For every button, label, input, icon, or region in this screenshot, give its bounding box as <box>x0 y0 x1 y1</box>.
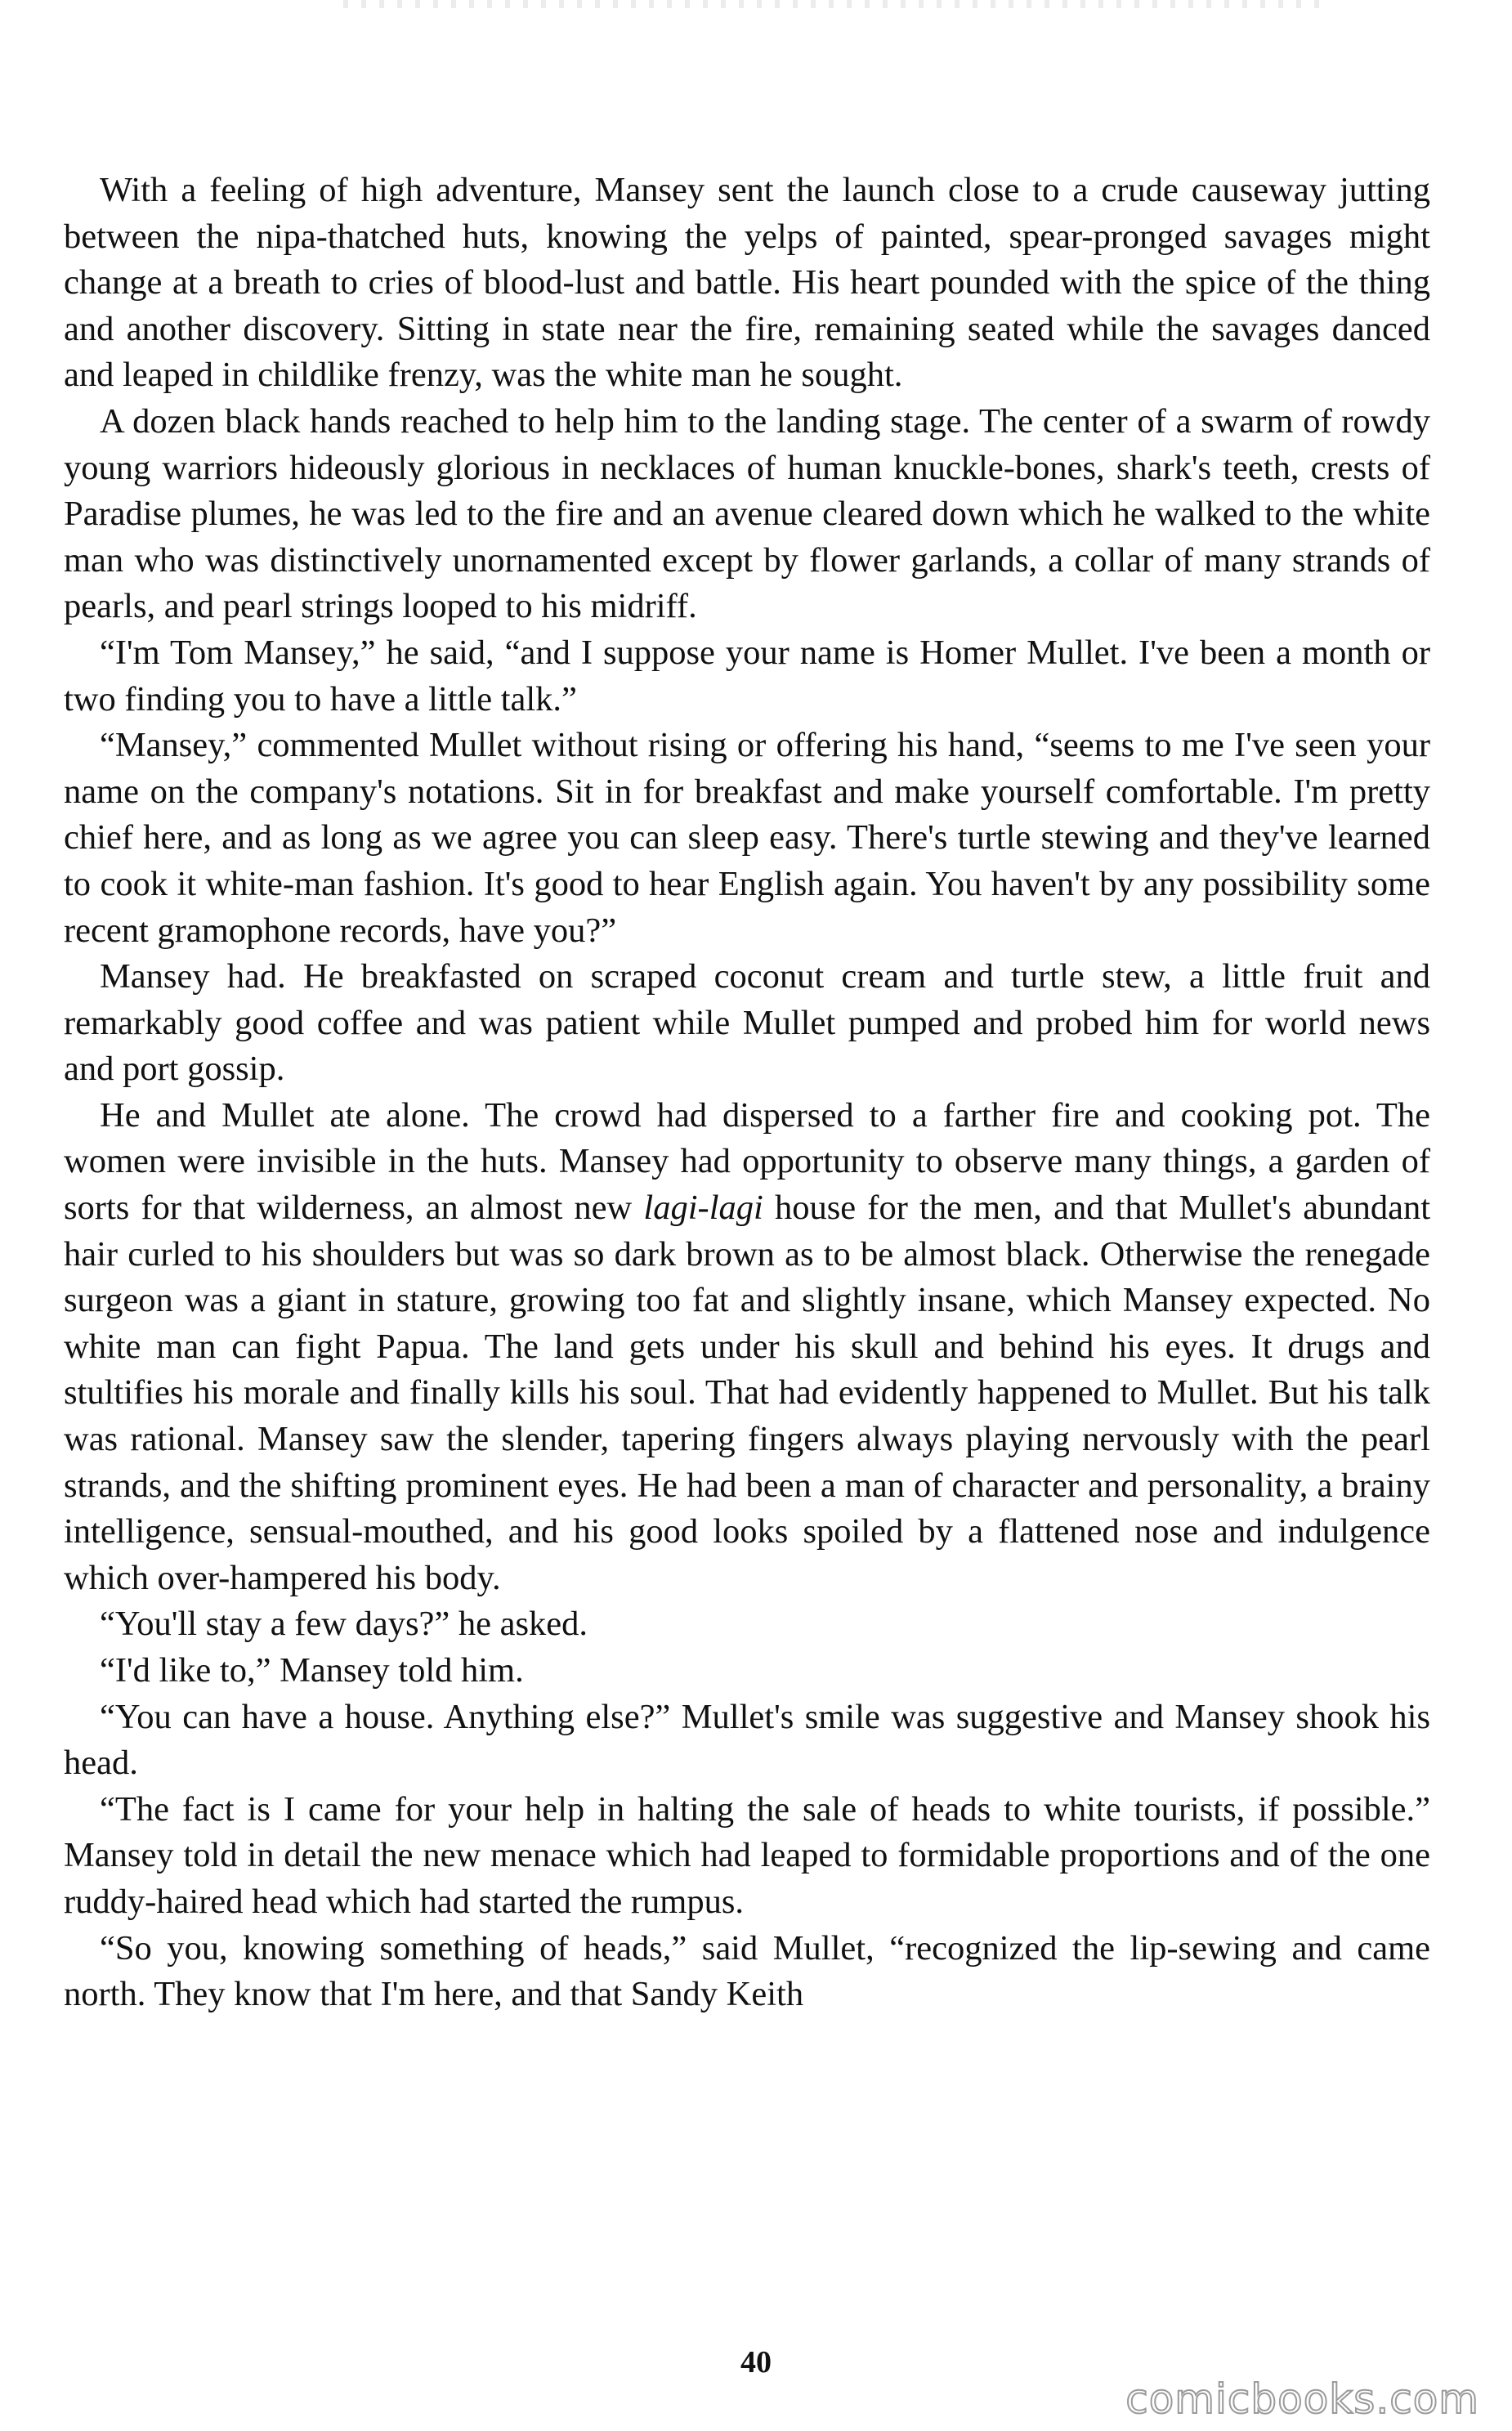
paragraph: “The fact is I came for your help in halting the sale of heads to white tourists, if possible.” Mansey told in detail the new menace which had leaped to formidable proportions and of the one ruddy-haired head which had started the rumpus. <box>64 1789 1430 1921</box>
paragraph: “I'd like to,” Mansey told him. <box>100 1651 524 1690</box>
paragraph: With a feeling of high adventure, Mansey sent the launch close to a crude causeway jutting between the nipa-thatched huts, knowing the yelps of painted, spear-pronged savages might change at a breath to cries of blood-lust and battle. His heart pounded with the spice of the thing and another discovery. Sitting in state near the fire, remaining seated while the savages danced and leaped in childlike frenzy, was the white man he sought. <box>64 171 1430 395</box>
paragraph: “I'm Tom Mansey,” he said, “and I suppose your name is Homer Mullet. I've been a month or two finding you to have a little talk.” <box>64 633 1430 719</box>
paragraph: “You can have a house. Anything else?” Mullet's smile was suggestive and Mansey shook his head. <box>64 1697 1430 1783</box>
story-text <box>64 168 1430 2018</box>
paragraph: “You'll stay a few days?” he asked. <box>100 1605 588 1644</box>
paragraph-part: He and Mullet ate alone. The crowd had dispersed to a farther fire and cooking pot. The women were invisible in the huts. Mansey had opportunity to observe many things, a garden of sorts for that wilderness, an almost new <box>64 1095 1430 1228</box>
paragraph: A dozen black hands reached to help him to the landing stage. The center of a swarm of rowdy young warriors hideously glorious in necklaces of human knuckle-bones, shark's teeth, crests of Paradise plumes, he was led to the fire and an avenue cleared down which he walked to the white man who was distinctively unornamented except by flower garlands, a collar of many strands of pearls, and pearl strings looped to his midriff. <box>64 401 1430 626</box>
paragraph: Mansey had. He breakfasted on scraped coconut cream and turtle stew, a little fruit and remarkably good coffee and was patient while Mullet pumped and probed him for world news and port gossip. <box>64 957 1430 1089</box>
paragraph-part: house for the men, and that Mullet's abundant hair curled to his shoulders but was so dark brown as to be almost black. Otherwise the renegade surgeon was a giant in stature, growing too fat and slightly insane, which Mansey expected. No white man can fight Papua. The land gets under his skull and behind his eyes. It drugs and stultifies his morale and finally kills his soul. That had evidently happened to Mullet. But his talk was rational. Mansey saw the slender, tapering fingers always playing nervously with the pearl strands, and the shifting prominent eyes. He had been a man of character and personality, a brainy intelligence, sensual-mouthed, and his good looks spoiled by a flattened nose and indulgence which over-hampered his body. <box>64 1189 1431 1597</box>
paragraph: “Mansey,” commented Mullet without rising or offering his hand, “seems to me I've seen your name on the company's notations. Sit in for breakfast and make yourself comfortable. I'm pretty chief here, and as long as we agree you can sleep easy. There's turtle stewing and they've learned to cook it white-man fashion. It's good to hear English again. You haven't by any possibility some recent gramophone records, have you?” <box>64 726 1430 950</box>
page-number: 40 <box>740 2345 772 2380</box>
paragraph: “So you, knowing something of heads,” said Mullet, “recognized the lip-sewing and came north. They know that I'm here, and that Sandy Keith <box>64 1928 1430 2014</box>
paragraph <box>64 1093 1430 1602</box>
watermark: comicbooks.com <box>1125 2375 1479 2423</box>
italic-term: lagi-lagi <box>643 1189 763 1228</box>
scan-artifact <box>343 0 1324 8</box>
